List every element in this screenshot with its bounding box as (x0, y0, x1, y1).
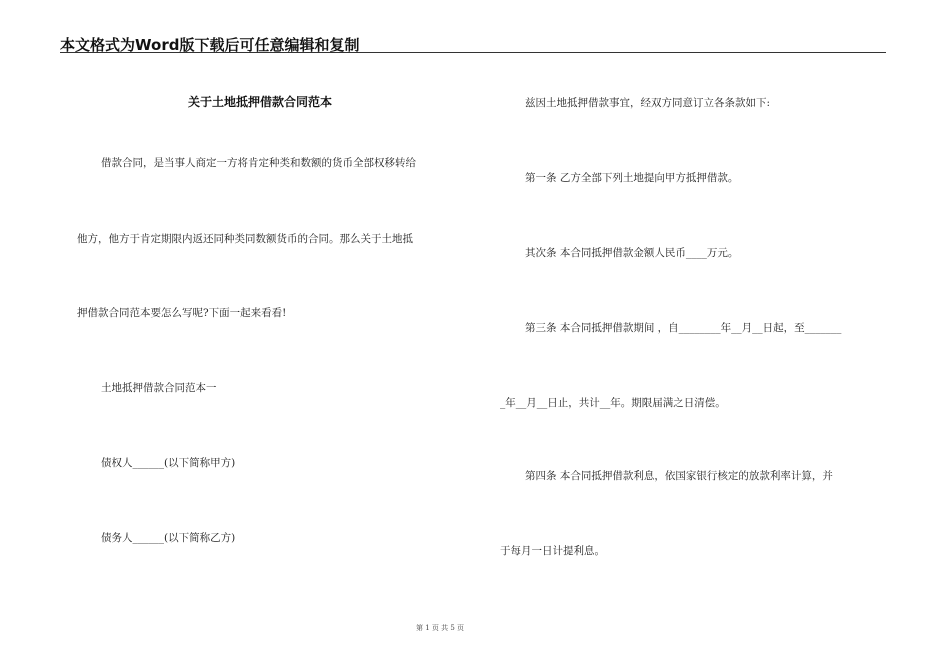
body-line: 于每月一日计提利息。 (500, 545, 605, 557)
body-line: 第一条 乙方全部下列土地提向甲方抵押借款。 (525, 172, 739, 184)
page-number: 第 1 页 共 5 页 (415, 624, 465, 632)
body-line: 押借款合同范本要怎么写呢?下面一起来看看! (77, 307, 287, 319)
body-line: 债权人______(以下简称甲方) (101, 457, 236, 469)
document-title: 关于土地抵押借款合同范本 (187, 95, 332, 109)
header-divider (60, 52, 886, 53)
body-line: 其次条 本合同抵押借款金额人民币____万元。 (525, 247, 739, 259)
body-line: 第四条 本合同抵押借款利息，依国家银行核定的放款利率计算，并 (525, 470, 833, 482)
body-line: 他方，他方于肯定期限内返还同种类同数额货币的合同。那么关于土地抵 (77, 233, 413, 245)
body-line: 土地抵押借款合同范本一 (101, 382, 217, 394)
body-line: 债务人______(以下简称乙方) (101, 532, 236, 544)
document-header: 本文格式为Word版下载后可任意编辑和复制 (60, 36, 360, 54)
body-line: 兹因土地抵押借款事宜，经双方同意订立各条款如下: (525, 97, 771, 109)
body-line: 第三条 本合同抵押借款期间 ，自________年__月__日起，至_______ (525, 322, 842, 334)
body-line: _年__月__日止，共计__年。期限届满之日清偿。 (500, 397, 726, 409)
body-line: 借款合同，是当事人商定一方将肯定种类和数额的货币全部权移转给 (101, 157, 416, 169)
